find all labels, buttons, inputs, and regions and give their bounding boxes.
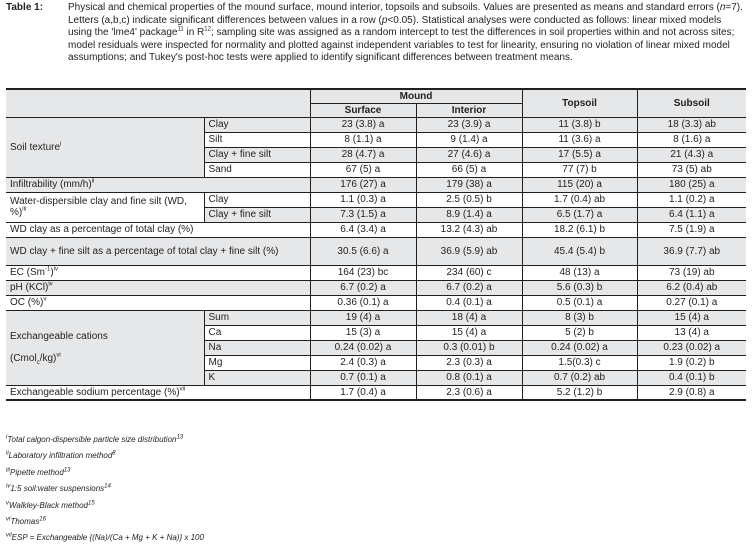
cell-topsoil: 1.7 (0.4) ab	[522, 192, 637, 207]
sublabel-ca: Ca	[204, 325, 310, 340]
sublabel-clay-fine-silt: Clay + fine silt	[204, 207, 310, 222]
cell-topsoil: 48 (13) a	[522, 265, 637, 280]
sublabel-k: K	[204, 370, 310, 385]
cell-surface: 8 (1.1) a	[310, 132, 416, 147]
header-subsoil: Subsoil	[637, 89, 746, 117]
footnote: $^v$Walkley-Black method$^{15}$	[6, 499, 95, 510]
footnote: $^{iv}$1:5 soil:water suspensions$^{14}$	[6, 483, 111, 494]
data-table	[6, 88, 746, 401]
cell-interior: 13.2 (4.3) ab	[416, 222, 522, 237]
sublabel-clay-fine-silt: Clay + fine silt	[204, 147, 310, 162]
cell-topsoil: 0.5 (0.1) a	[522, 295, 637, 310]
cell-subsoil: 0.23 (0.02) a	[637, 340, 746, 355]
cell-surface: 1.1 (0.3) a	[310, 192, 416, 207]
cell-interior: 23 (3.9) a	[416, 117, 522, 132]
header-mound: Mound	[310, 89, 522, 103]
cell-surface: 164 (23) bc	[310, 265, 416, 280]
cell-interior: 15 (4) a	[416, 325, 522, 340]
group-label-exchangeable-cations: Exchangeable cations (Cmol$_c$/kg)$^{vi}$	[6, 310, 204, 385]
cell-surface: 30.5 (6.6) a	[310, 237, 416, 265]
cell-topsoil: 0.24 (0.02) a	[522, 340, 637, 355]
cell-surface: 23 (3.8) a	[310, 117, 416, 132]
cell-subsoil: 36.9 (7.7) ab	[637, 237, 746, 265]
cell-surface: 1.7 (0.4) a	[310, 385, 416, 400]
footnotes	[6, 432, 746, 547]
cell-subsoil: 73 (19) ab	[637, 265, 746, 280]
row-label-wd-clay-pct: WD clay as a percentage of total clay (%)	[6, 222, 310, 237]
footnote: $^i$Total calgon-dispersible particle size distribution$^{13}$	[6, 434, 184, 444]
cell-topsoil: 1.5(0.3) c	[522, 355, 637, 370]
cell-topsoil: 5 (2) b	[522, 325, 637, 340]
sublabel-na: Na	[204, 340, 310, 355]
sublabel-clay: Clay	[204, 192, 310, 207]
cell-interior: 179 (38) a	[416, 177, 522, 192]
group-label-soil-texture: Soil texture$^i$	[6, 117, 204, 177]
row-label-esp: Exchangeable sodium percentage (%)$^{vii}$	[10, 386, 186, 398]
row-label-infiltrability: Infiltrability $(mm/h)^{ii}$	[6, 177, 310, 192]
row-label-oc: OC (%)$^v$	[6, 295, 310, 310]
cell-interior: 2.3 (0.3) a	[416, 355, 522, 370]
cell-surface: 7.3 (1.5) a	[310, 207, 416, 222]
cell-topsoil: 6.5 (1.7) a	[522, 207, 637, 222]
cell-topsoil: 17 (5.5) a	[522, 147, 637, 162]
sublabel-silt: Silt	[204, 132, 310, 147]
cell-surface: 2.4 (0.3) a	[310, 355, 416, 370]
cell-interior: 0.8 (0.1) a	[416, 370, 522, 385]
cell-interior: 2.5 (0.5) b	[416, 192, 522, 207]
cell-topsoil: 8 (3) b	[522, 310, 637, 325]
row-label-ec: EC $(Sm^{-1})^{iv}$	[6, 265, 310, 280]
cell-interior: 9 (1.4) a	[416, 132, 522, 147]
sublabel-mg: Mg	[204, 355, 310, 370]
footnote: $^{vi}$Thomas$^{16}$	[6, 516, 46, 526]
row-label-wd-clay-silt-pct: WD clay + fine silt as a percentage of total clay + fine silt (%)	[6, 237, 310, 265]
cell-subsoil: 8 (1.6) a	[637, 132, 746, 147]
cell-subsoil: 21 (4.3) a	[637, 147, 746, 162]
footnote: $^{iii}$Pipette method$^{13}$	[6, 467, 71, 477]
cell-interior: 0.3 (0.01) b	[416, 340, 522, 355]
cell-subsoil: 15 (4) a	[637, 310, 746, 325]
cell-surface: 6.4 (3.4) a	[310, 222, 416, 237]
cell-surface: 15 (3) a	[310, 325, 416, 340]
cell-topsoil: 18.2 (6.1) b	[522, 222, 637, 237]
cell-subsoil: 0.27 (0.1) a	[637, 295, 746, 310]
cell-subsoil: 18 (3.3) ab	[637, 117, 746, 132]
cell-subsoil: 6.4 (1.1) a	[637, 207, 746, 222]
cell-surface: 0.7 (0.1) a	[310, 370, 416, 385]
cell-subsoil: 1.1 (0.2) a	[637, 192, 746, 207]
cell-interior: 8.9 (1.4) a	[416, 207, 522, 222]
cell-topsoil: 11 (3.6) a	[522, 132, 637, 147]
cell-interior: 66 (5) a	[416, 162, 522, 177]
header-topsoil: Topsoil	[522, 89, 637, 117]
table-caption	[6, 2, 746, 65]
cell-topsoil: 0.7 (0.2) ab	[522, 370, 637, 385]
cell-subsoil: 6.2 (0.4) ab	[637, 280, 746, 295]
cell-topsoil: 77 (7) b	[522, 162, 637, 177]
cell-subsoil: 1.9 (0.2) b	[637, 355, 746, 370]
cell-subsoil: 73 (5) ab	[637, 162, 746, 177]
cell-topsoil: 11 (3.8) b	[522, 117, 637, 132]
cell-interior: 2.3 (0.6) a	[416, 385, 522, 400]
footnote: $^{ii}$Laboratory infiltration method$^8$	[6, 450, 116, 461]
cell-surface: 19 (4) a	[310, 310, 416, 325]
header-surface: Surface	[310, 103, 416, 117]
cell-interior: 234 (60) c	[416, 265, 522, 280]
cell-subsoil: 0.4 (0.1) b	[637, 370, 746, 385]
cell-surface: 28 (4.7) a	[310, 147, 416, 162]
cell-topsoil: 45.4 (5.4) b	[522, 237, 637, 265]
sublabel-sand: Sand	[204, 162, 310, 177]
sublabel-sum: Sum	[204, 310, 310, 325]
group-label-wd: Water-dispersible clay and fine silt (WD, %)$^{iii}$	[6, 192, 204, 222]
table-label: Table 1:	[6, 2, 44, 13]
cell-subsoil: 180 (25) a	[637, 177, 746, 192]
cell-surface: 6.7 (0.2) a	[310, 280, 416, 295]
cell-subsoil: 2.9 (0.8) a	[637, 385, 746, 400]
cell-surface: 0.24 (0.02) a	[310, 340, 416, 355]
caption-text: Physical and chemical properties of the mound surface, mound interior, topsoils and subsoils. Values are presented as means and standard errors (n=7). Letters (a,b,c) indicate significant differences between values in a row (p<0.05). Statistical analyses were conducted as follows: linear mixed models using the 'lme4' package$^{11}$ in $R^{12}$; sampling site was assigned as a random intercept to test the differences in soil properties within and not across sites; model residuals were inspected for normality and plotted against independent variables to test for linearity, ensuring no violation of linear mixed model assumptions; and Tukey's post-hoc tests were applied to identify significant differences between treatment means.	[68, 2, 743, 64]
cell-surface: 0.36 (0.1) a	[310, 295, 416, 310]
cell-surface: 67 (5) a	[310, 162, 416, 177]
cell-topsoil: 115 (20) a	[522, 177, 637, 192]
cell-interior: 18 (4) a	[416, 310, 522, 325]
cell-surface: 176 (27) a	[310, 177, 416, 192]
cell-interior: 27 (4.6) a	[416, 147, 522, 162]
cell-interior: 0.4 (0.1) a	[416, 295, 522, 310]
cell-interior: 6.7 (0.2) a	[416, 280, 522, 295]
cell-topsoil: 5.6 (0.3) b	[522, 280, 637, 295]
header-interior: Interior	[416, 103, 522, 117]
cell-topsoil: 5.2 (1.2) b	[522, 385, 637, 400]
cell-subsoil: 13 (4) a	[637, 325, 746, 340]
cell-subsoil: 7.5 (1.9) a	[637, 222, 746, 237]
sublabel-clay: Clay	[204, 117, 310, 132]
row-label-ph: pH (KCl)$^{iv}$	[6, 280, 310, 295]
footnote: $^{vii}$ESP = Exchangeable {(Na)/(Ca + Mg + K + Na)} x 100	[6, 532, 204, 543]
cell-interior: 36.9 (5.9) ab	[416, 237, 522, 265]
